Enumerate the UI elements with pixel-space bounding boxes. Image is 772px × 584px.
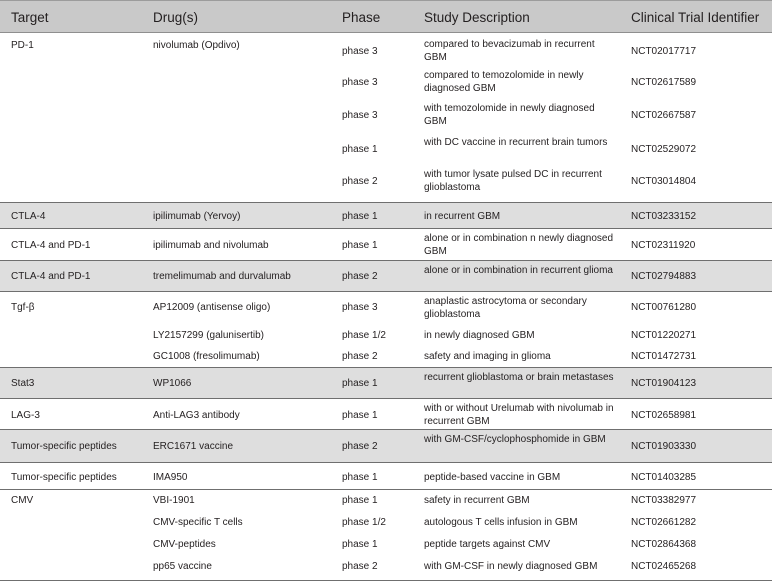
- identifier-cell: NCT01220271: [631, 330, 697, 341]
- identifier-cell: NCT03014804: [631, 176, 697, 187]
- target-cell: Stat3: [11, 378, 35, 389]
- identifier-cell: NCT01403285: [631, 472, 697, 483]
- identifier-cell: NCT01904123: [631, 378, 697, 389]
- description-cell: with DC vaccine in recurrent brain tumors: [424, 137, 608, 148]
- table-group: [0, 399, 772, 430]
- description-cell: safety in recurrent GBM: [424, 495, 530, 506]
- target-cell: LAG-3: [11, 410, 40, 421]
- identifier-cell: NCT02667587: [631, 110, 697, 121]
- drug-cell: tremelimumab and durvalumab: [153, 271, 291, 282]
- phase-cell: phase 2: [342, 561, 378, 572]
- description-cell: anaplastic astrocytoma or secondary glioblastoma: [424, 296, 587, 320]
- target-cell: CTLA-4: [11, 211, 46, 222]
- target-cell: PD-1: [11, 40, 34, 51]
- identifier-cell: NCT02794883: [631, 271, 697, 282]
- identifier-cell: NCT02617589: [631, 77, 697, 88]
- target-cell: CTLA-4 and PD-1: [11, 271, 91, 282]
- drug-cell: WP1066: [153, 378, 192, 389]
- description-cell: compared to temozolomide in newly diagnosed GBM: [424, 70, 584, 94]
- identifier-cell: NCT02017717: [631, 46, 697, 57]
- phase-cell: phase 1: [342, 144, 378, 155]
- description-cell: with GM-CSF in newly diagnosed GBM: [424, 561, 598, 572]
- target-cell: CMV: [11, 495, 34, 506]
- phase-cell: phase 2: [342, 176, 378, 187]
- drug-cell: Anti-LAG3 antibody: [153, 410, 240, 421]
- identifier-cell: NCT02311920: [631, 240, 696, 251]
- drug-cell: CMV-peptides: [153, 539, 216, 550]
- phase-cell: phase 1: [342, 410, 378, 421]
- target-cell: CTLA-4 and PD-1: [11, 240, 91, 251]
- drug-cell: CMV-specific T cells: [153, 517, 243, 528]
- identifier-cell: NCT02529072: [631, 144, 697, 155]
- drug-cell: ipilimumab (Yervoy): [153, 211, 241, 222]
- header-description: Study Description: [424, 10, 530, 25]
- phase-cell: phase 1: [342, 240, 378, 251]
- phase-cell: phase 3: [342, 110, 378, 121]
- table-group: [0, 203, 772, 229]
- identifier-cell: NCT01472731: [631, 351, 697, 362]
- description-cell: in newly diagnosed GBM: [424, 330, 535, 341]
- identifier-cell: NCT02661282: [631, 517, 697, 528]
- table-group: [0, 261, 772, 292]
- table-group: [0, 292, 772, 368]
- target-cell: Tumor-specific peptides: [11, 441, 117, 452]
- phase-cell: phase 1: [342, 378, 378, 389]
- description-cell: peptide-based vaccine in GBM: [424, 472, 561, 483]
- drug-cell: LY2157299 (galunisertib): [153, 330, 265, 341]
- drug-cell: ipilimumab and nivolumab: [153, 240, 269, 251]
- description-cell: peptide targets against CMV: [424, 539, 551, 550]
- phase-cell: phase 1/2: [342, 330, 386, 341]
- phase-cell: phase 3: [342, 302, 378, 313]
- target-cell: Tumor-specific peptides: [11, 472, 117, 483]
- table-group: [0, 463, 772, 490]
- drug-cell: AP12009 (antisense oligo): [153, 302, 271, 313]
- table-group: [0, 490, 772, 581]
- identifier-cell: NCT02864368: [631, 539, 697, 550]
- identifier-cell: NCT02465268: [631, 561, 697, 572]
- phase-cell: phase 3: [342, 77, 378, 88]
- phase-cell: phase 3: [342, 46, 378, 57]
- description-cell: with or without Urelumab with nivolumab in recurrent GBM: [424, 403, 614, 427]
- phase-cell: phase 2: [342, 351, 378, 362]
- description-cell: alone or in combination in recurrent glioma: [424, 265, 613, 276]
- phase-cell: phase 1: [342, 539, 378, 550]
- target-cell: Tgf-β: [11, 302, 35, 313]
- phase-cell: phase 2: [342, 271, 378, 282]
- phase-cell: phase 1: [342, 472, 378, 483]
- description-cell: autologous T cells infusion in GBM: [424, 517, 578, 528]
- identifier-cell: NCT01903330: [631, 441, 697, 452]
- description-cell: with temozolomide in newly diagnosed GBM: [424, 103, 595, 127]
- description-cell: safety and imaging in glioma: [424, 351, 551, 362]
- table-group: [0, 33, 772, 203]
- identifier-cell: NCT02658981: [631, 410, 697, 421]
- description-cell: with GM-CSF/cyclophosphomide in GBM: [424, 434, 606, 445]
- phase-cell: phase 1/2: [342, 517, 386, 528]
- table-group: [0, 229, 772, 261]
- phase-cell: phase 1: [342, 495, 378, 506]
- table-group: [0, 368, 772, 399]
- drug-cell: ERC1671 vaccine: [153, 441, 234, 452]
- description-cell: recurrent glioblastoma or brain metastases: [424, 372, 614, 383]
- description-cell: compared to bevacizumab in recurrent GBM: [424, 39, 595, 63]
- identifier-cell: NCT03382977: [631, 495, 697, 506]
- identifier-cell: NCT03233152: [631, 211, 697, 222]
- description-cell: in recurrent GBM: [424, 211, 501, 222]
- header-target: Target: [11, 10, 49, 25]
- drug-cell: nivolumab (Opdivo): [153, 40, 240, 51]
- drug-cell: IMA950: [153, 472, 188, 483]
- header-drugs: Drug(s): [153, 10, 199, 25]
- drug-cell: GC1008 (fresolimumab): [153, 351, 260, 362]
- header-identifier: Clinical Trial Identifier: [631, 10, 760, 25]
- table-group: [0, 430, 772, 463]
- drug-cell: VBI-1901: [153, 495, 195, 506]
- drug-cell: pp65 vaccine: [153, 561, 212, 572]
- identifier-cell: NCT00761280: [631, 302, 697, 313]
- phase-cell: phase 2: [342, 441, 378, 452]
- header-phase: Phase: [342, 10, 381, 25]
- phase-cell: phase 1: [342, 211, 378, 222]
- description-cell: alone or in combination n newly diagnosed GBM: [424, 233, 614, 257]
- description-cell: with tumor lysate pulsed DC in recurrent glioblastoma: [424, 169, 602, 193]
- table-header: [0, 0, 772, 33]
